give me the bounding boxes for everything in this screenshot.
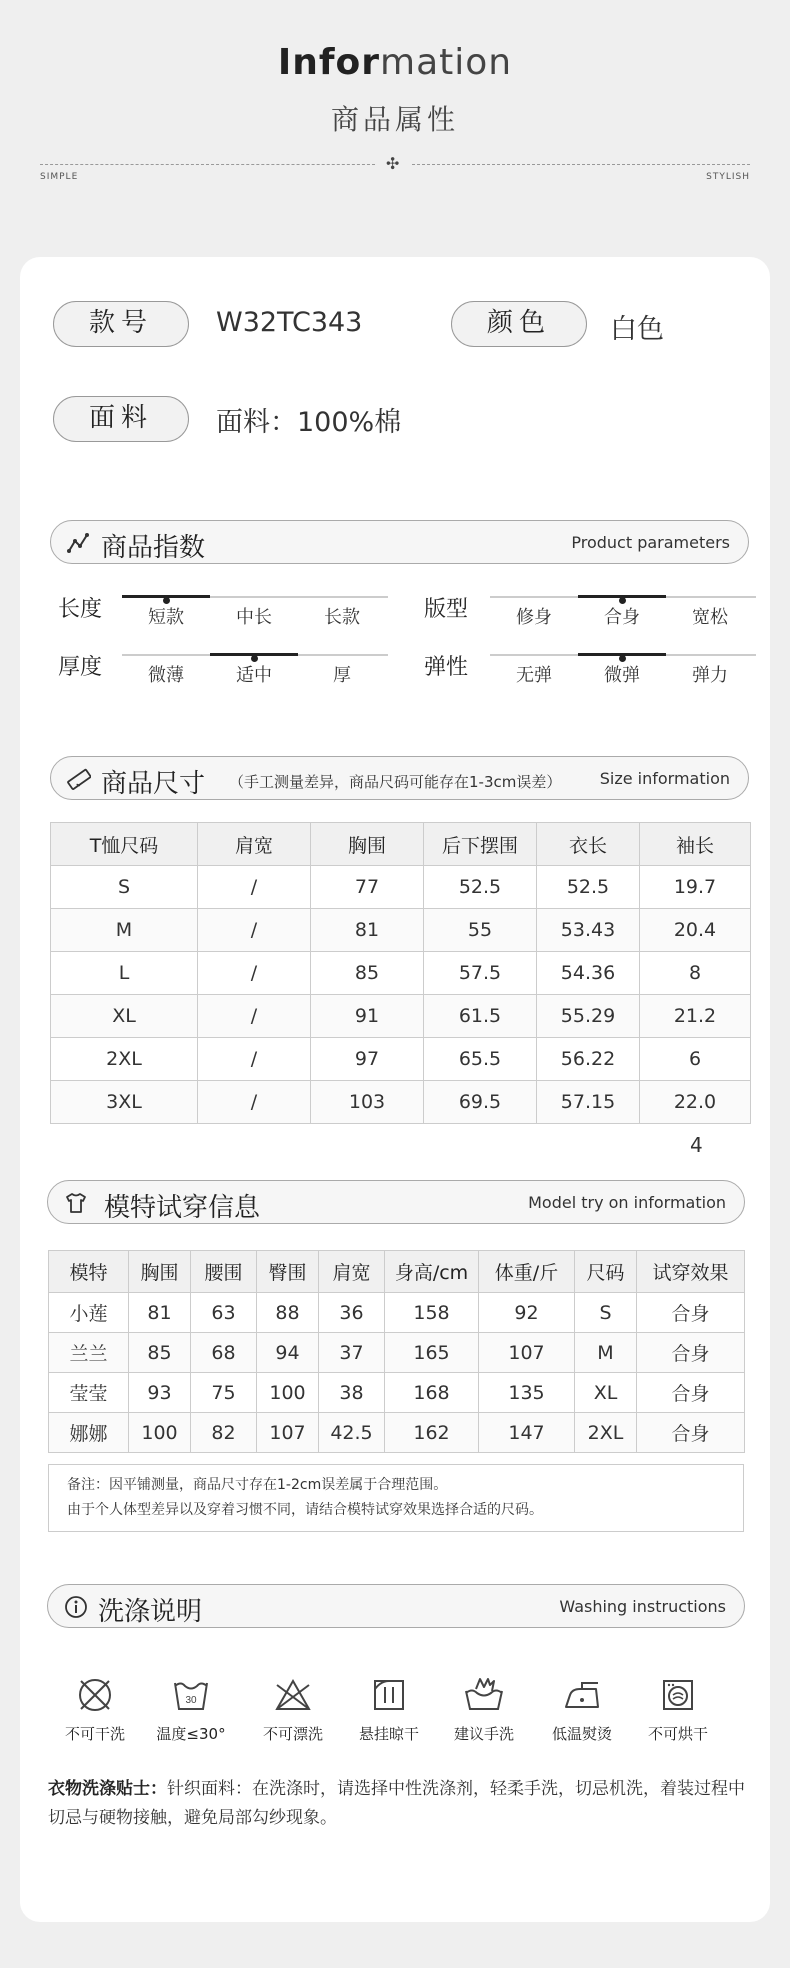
model-remark (48, 1464, 744, 1532)
metric-label: 长度 (58, 597, 103, 622)
model-table-cell: 162 (385, 1413, 479, 1453)
wash-item-label: 温度≤30° (156, 1725, 226, 1743)
wash-item-label: 建议手洗 (453, 1725, 514, 1743)
wash-item (245, 1675, 341, 1744)
model-table-cell: 合身 (637, 1293, 745, 1333)
size-table-cell: 56.22 (537, 1038, 640, 1081)
size-table-header-cell: 袖长 (640, 823, 751, 866)
size-info-subtitle: Size information (599, 769, 730, 788)
header-title (0, 42, 790, 83)
wash-info-bar (47, 1584, 745, 1628)
table-row (51, 909, 751, 952)
model-table-cell: 92 (479, 1293, 575, 1333)
model-table-header-cell: 模特 (49, 1251, 129, 1293)
model-table-cell: 135 (479, 1373, 575, 1413)
ruler-icon (67, 767, 91, 791)
header-subtitle: 商品属性 (330, 103, 459, 136)
metric-label: 弹性 (424, 655, 469, 680)
size-table-cell: 57.15 (537, 1081, 640, 1124)
size-table-cell: 3XL (51, 1081, 198, 1124)
size-table-cell: 91 (311, 995, 424, 1038)
color-label: 颜色 (451, 301, 587, 347)
size-table-cell: 6 (640, 1038, 751, 1081)
metric-option: 合身 (604, 607, 640, 628)
model-table-cell: 63 (191, 1293, 257, 1333)
header-title-bold: Infor (277, 42, 381, 83)
size-table-cell: 57.5 (424, 952, 537, 995)
product-index-title: 商品指数 (101, 533, 206, 563)
size-table-cell: 52.5 (424, 866, 537, 909)
size-table-cell: 69.5 (424, 1081, 537, 1124)
model-table-cell: 兰兰 (49, 1333, 129, 1373)
table-row (51, 1038, 751, 1081)
metric-label: 厚度 (58, 655, 103, 680)
wash-item-label: 低温熨烫 (551, 1725, 612, 1743)
size-table-cell: 61.5 (424, 995, 537, 1038)
size-table-cell: 8 (640, 952, 751, 995)
model-table-cell: 100 (129, 1413, 191, 1453)
size-table-header-cell: T恤尺码 (51, 823, 198, 866)
model-remark-line1: 备注：因平铺测量，商品尺寸存在1-2cm误差属于合理范围。 (67, 1477, 448, 1493)
size-table-cell: 19.7 (640, 866, 751, 909)
size-table-header-cell: 后下摆围 (424, 823, 537, 866)
model-table-header-cell: 尺码 (575, 1251, 637, 1293)
model-remark-line2: 由于个人体型差异以及穿着习惯不同，请结合模特试穿效果选择合适的尺码。 (67, 1502, 543, 1518)
table-row (51, 1081, 751, 1124)
product-index-subtitle: Product parameters (571, 533, 730, 552)
size-table-header-cell: 衣长 (537, 823, 640, 866)
model-table-cell: S (575, 1293, 637, 1333)
model-table-header-cell: 臀围 (257, 1251, 319, 1293)
tshirt-icon (64, 1191, 88, 1215)
model-info-subtitle: Model try on information (528, 1193, 726, 1212)
size-table-header-row (51, 823, 751, 866)
low-iron-icon (560, 1675, 604, 1715)
model-table-cell: 94 (257, 1333, 319, 1373)
header-right-tag: STYLISH (706, 172, 750, 182)
size-table-cell: 77 (311, 866, 424, 909)
wash-tips (48, 1775, 754, 1833)
model-table-header-cell: 腰围 (191, 1251, 257, 1293)
wash-item (341, 1675, 437, 1744)
metric-option: 长款 (324, 607, 360, 628)
table-row (49, 1333, 745, 1373)
model-table-cell: 小莲 (49, 1293, 129, 1333)
wash-item-label: 悬挂晾干 (358, 1725, 419, 1743)
metric-option: 厚 (333, 665, 351, 686)
size-table-cell: M (51, 909, 198, 952)
metric-option: 微弹 (604, 665, 640, 686)
fabric-label: 面料 (53, 396, 189, 442)
model-table-cell: 娜娜 (49, 1413, 129, 1453)
model-info-title: 模特试穿信息 (104, 1193, 261, 1223)
model-table-cell: 100 (257, 1373, 319, 1413)
model-table-cell: 85 (129, 1333, 191, 1373)
size-table-header-cell: 肩宽 (198, 823, 311, 866)
style-number-value: W32TC343 (216, 307, 363, 338)
size-table-cell: XL (51, 995, 198, 1038)
info-circle-icon (64, 1595, 88, 1619)
wash-item-label: 不可烘干 (647, 1725, 708, 1743)
model-table-cell: 2XL (575, 1413, 637, 1453)
wash-item (436, 1675, 532, 1744)
metric-option: 短款 (148, 607, 184, 628)
table-row (51, 866, 751, 909)
wash-30-icon (171, 1675, 211, 1715)
size-table-cell: / (198, 952, 311, 995)
model-table-cell: 147 (479, 1413, 575, 1453)
model-table-cell: 38 (319, 1373, 385, 1413)
model-info-bar (47, 1180, 745, 1224)
wash-info-title: 洗涤说明 (98, 1597, 203, 1627)
model-table-cell: 合身 (637, 1413, 745, 1453)
wash-info-subtitle: Washing instructions (559, 1597, 726, 1616)
wash-item (143, 1675, 239, 1744)
no-dry-clean-icon (75, 1675, 115, 1715)
model-table-cell: 93 (129, 1373, 191, 1413)
model-table-cell: 37 (319, 1333, 385, 1373)
header-divider-left (40, 164, 375, 165)
metric-option: 弹力 (692, 665, 728, 686)
size-table-cell: L (51, 952, 198, 995)
model-table-cell: 合身 (637, 1373, 745, 1413)
size-table (50, 822, 751, 1124)
table-row (49, 1373, 745, 1413)
model-table-cell: 莹莹 (49, 1373, 129, 1413)
model-table-cell: 107 (257, 1413, 319, 1453)
model-table-cell: 42.5 (319, 1413, 385, 1453)
metric-option: 无弹 (516, 665, 552, 686)
model-table-cell: 75 (191, 1373, 257, 1413)
table-row (51, 995, 751, 1038)
header-title-thin: mation (380, 42, 513, 83)
size-table-cell: 85 (311, 952, 424, 995)
size-table-cell: / (198, 1038, 311, 1081)
header-left-tag: SIMPLE (40, 172, 79, 182)
metric-option: 中长 (236, 607, 272, 628)
size-table-overflow: 4 (690, 1133, 703, 1157)
model-table-cell: 36 (319, 1293, 385, 1333)
header-divider-right (412, 164, 750, 165)
model-table-cell: 68 (191, 1333, 257, 1373)
table-row (51, 952, 751, 995)
size-table-header-cell: 胸围 (311, 823, 424, 866)
chart-line-icon (67, 531, 91, 555)
table-row (49, 1293, 745, 1333)
model-table-cell: 81 (129, 1293, 191, 1333)
model-table-cell: 107 (479, 1333, 575, 1373)
model-table-header-cell: 身高/cm (385, 1251, 479, 1293)
hand-wash-icon (462, 1675, 506, 1715)
product-index-bar (50, 520, 749, 564)
metric-option: 微薄 (148, 665, 184, 686)
size-table-cell: 55.29 (537, 995, 640, 1038)
model-table (48, 1250, 745, 1453)
wash-tips-label: 衣物洗涤贴士： (48, 1779, 167, 1799)
model-table-cell: M (575, 1333, 637, 1373)
divider-ornament-icon: ✣ (386, 154, 400, 173)
model-table-cell: 158 (385, 1293, 479, 1333)
size-table-cell: 20.4 (640, 909, 751, 952)
model-table-cell: XL (575, 1373, 637, 1413)
style-number-label: 款号 (53, 301, 189, 347)
size-info-bar (50, 756, 749, 800)
model-table-header-row (49, 1251, 745, 1293)
metric-label: 版型 (424, 597, 469, 622)
size-table-cell: 81 (311, 909, 424, 952)
size-table-cell: S (51, 866, 198, 909)
size-info-title: 商品尺寸 (101, 769, 206, 799)
size-table-cell: / (198, 909, 311, 952)
model-table-header-cell: 胸围 (129, 1251, 191, 1293)
color-value: 白色 (610, 314, 664, 345)
size-info-note: （手工测量差异，商品尺码可能存在1-3cm误差） (229, 773, 562, 791)
wash-item (47, 1675, 143, 1744)
size-table-cell: / (198, 995, 311, 1038)
metric-option: 适中 (236, 665, 272, 686)
size-table-cell: 22.0 (640, 1081, 751, 1124)
model-table-cell: 88 (257, 1293, 319, 1333)
size-table-cell: 21.2 (640, 995, 751, 1038)
model-table-cell: 168 (385, 1373, 479, 1413)
model-table-header-cell: 体重/斤 (479, 1251, 575, 1293)
size-table-cell: 103 (311, 1081, 424, 1124)
no-tumble-dry-icon (658, 1675, 698, 1715)
model-table-header-cell: 试穿效果 (637, 1251, 745, 1293)
model-table-cell: 合身 (637, 1333, 745, 1373)
size-table-cell: 52.5 (537, 866, 640, 909)
fabric-value: 面料：100%棉 (216, 407, 402, 438)
wash-item (630, 1675, 726, 1744)
size-table-cell: 2XL (51, 1038, 198, 1081)
hang-dry-icon (369, 1675, 409, 1715)
model-table-cell: 82 (191, 1413, 257, 1453)
size-table-cell: 54.36 (537, 952, 640, 995)
model-table-header-cell: 肩宽 (319, 1251, 385, 1293)
metric-option: 宽松 (692, 607, 728, 628)
metric-option: 修身 (516, 607, 552, 628)
wash-item (534, 1675, 630, 1744)
size-table-cell: 97 (311, 1038, 424, 1081)
table-row (49, 1413, 745, 1453)
size-table-cell: / (198, 1081, 311, 1124)
wash-30-badge: 30 (185, 1695, 197, 1706)
model-table-cell: 165 (385, 1333, 479, 1373)
size-table-cell: 65.5 (424, 1038, 537, 1081)
wash-item-label: 不可漂洗 (262, 1725, 323, 1743)
size-table-cell: 55 (424, 909, 537, 952)
wash-item-label: 不可干洗 (64, 1725, 125, 1743)
size-table-cell: 53.43 (537, 909, 640, 952)
size-table-cell: / (198, 866, 311, 909)
no-bleach-icon (273, 1675, 313, 1715)
wash-tips-text: 针织面料：在洗涤时，请选择中性洗涤剂，轻柔手洗，切忌机洗，着装过程中切忌与硬物接触，避免局部勾纱现象。 (48, 1779, 745, 1828)
